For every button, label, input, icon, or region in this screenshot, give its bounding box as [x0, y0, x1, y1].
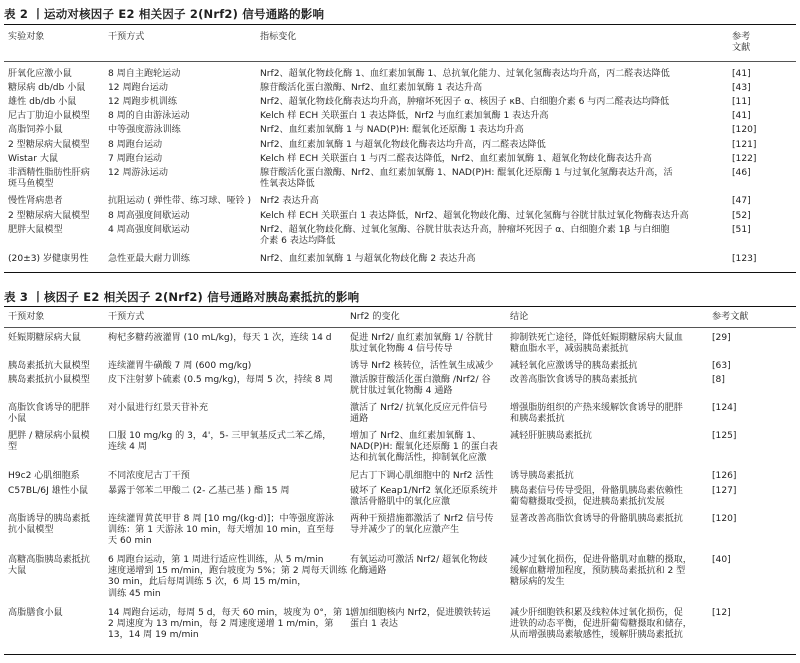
table2-cell-intervention: 急性亚最大耐力训练 [108, 254, 190, 264]
table3-cell-intervention: 连续灌胃黄芪甲苷 8 周 [10 mg/(kg·d)]；中等强度游泳 [108, 514, 335, 524]
table2-cell-intervention: 7 周跑台运动 [108, 154, 163, 164]
table3-cell-conclusion: 减少肝细胞铁积累及线粒体过氧化损伤，促 [510, 608, 683, 618]
table3-header-nrf2: Nrf2 的变化 [350, 312, 400, 322]
table3-cell-nrf2: 尼古丁下调心肌细胞中的 Nrf2 活性 [350, 471, 494, 481]
table3-cell-conclusion: 减少过氧化损伤，促进骨骼肌对血糖的摄取， [510, 555, 692, 565]
table2-cell-intervention: 4 周高强度间歇运动 [108, 225, 190, 235]
table3-cell-nrf2: 激活腺苷酸活化蛋白激酶 /Nrf2/ 谷 [350, 375, 491, 385]
table3-cell-nrf2: 诱导 Nrf2 核转位，活性氧生成减少 [350, 361, 494, 371]
table2-cell-indicator: Nrf2、血红素加氧酶 1 与 NAD(P)H: 醌氧化还原酶 1 表达均升高 [260, 125, 524, 135]
table2-cell-ref: [122] [732, 154, 757, 164]
table3-cell-intervention: 连续灌胃牛磺酸 7 周 (600 mg/kg) [108, 361, 252, 371]
table3-cell-conclusion: 进铁的动态平衡，促进肝葡萄糖摄取和储存， [510, 619, 692, 630]
table2-header-intervention: 干预方式 [108, 32, 145, 42]
table2-cell-ref: [11] [732, 97, 751, 107]
table2-top-rule [4, 24, 796, 25]
table2-cell-subject: 2 型糖尿病大鼠模型 [8, 211, 90, 221]
table2-cell-ref: [41] [732, 111, 751, 121]
table3-cell-ref: [40] [712, 555, 731, 565]
table3-cell-intervention: 6 周跑台运动，第 1 周进行适应性训练，从 5 m/min [108, 555, 324, 565]
table3-top-rule [4, 306, 796, 307]
table2-cell-indicator: Nrf2、超氧化物歧化酶表达均升高，肿瘤坏死因子 α、核因子 κB、白细胞介素 6 与丙二醛表达均降低 [260, 97, 670, 107]
table3-cell-intervention: 天 60 min [108, 536, 152, 547]
table3-header-ref: 参考文献 [712, 312, 749, 322]
table2-cell-subject: 高脂饲养小鼠 [8, 125, 63, 135]
table3-cell-intervention: 暴露于邻苯二甲酸二 (2- 乙基己基 ) 酯 15 周 [108, 486, 290, 496]
table2-cell-indicator: Nrf2、血红素加氧酶 1 与超氧化物歧化酶表达均升高，丙二醛表达降低 [260, 140, 546, 150]
table3-cell-nrf2: 增加了 Nrf2、血红素加氧酶 1、 [350, 431, 482, 441]
table2-cell-indicator: 腺苷酸活化蛋白激酶、Nrf2、血红素加氧酶 1、NAD(P)H: 醌氧化还原酶 1 与过氧化氢酶表达升高，活 [260, 168, 673, 178]
table3-cell-subject: H9c2 心肌细胞系 [8, 471, 80, 481]
table3-bottom-rule [4, 654, 796, 655]
table3-cell-ref: [126] [712, 471, 737, 481]
table3-cell-subject: 高脂膳食小鼠 [8, 608, 63, 618]
table3-cell-intervention: 不同浓度尼古丁干预 [108, 471, 190, 481]
table2-header-ref2: 文献 [732, 43, 751, 53]
table2-cell-indicator: Nrf2、血红素加氧酶 1 与超氧化物歧化酶 2 表达升高 [260, 254, 476, 264]
table3-cell-nrf2: 两种干预措施都激活了 Nrf2 信号传 [350, 514, 494, 524]
table3-cell-subject: 型 [8, 442, 18, 453]
table3-cell-ref: [127] [712, 486, 737, 496]
table2-cell-subject: 非酒精性脂肪性肝病 [8, 168, 90, 178]
table2-cell-subject: 慢性肾病患者 [8, 196, 63, 206]
table3-cell-nrf2: 通路 [350, 414, 369, 425]
table2-cell-ref: [46] [732, 168, 751, 178]
table3-cell-nrf2: 蛋白 1 表达 [350, 619, 398, 630]
table2-bottom-rule [4, 272, 796, 273]
table2-cell-ref: [52] [732, 211, 751, 221]
table3-cell-subject: 小鼠 [8, 414, 27, 425]
table3-cell-conclusion: 葡萄糖摄取受损，促进胰岛素抵抗发展 [510, 497, 665, 508]
table3-cell-nrf2: 化酶通路 [350, 566, 387, 577]
table3-cell-intervention: 枸杞多糖药液灌胃 (10 mL/kg)，每天 1 次，连续 14 d [108, 333, 332, 343]
table2-cell-indicator: Kelch 样 ECH 关联蛋白 1 与丙二醛表达降低，Nrf2、血红素加氧酶 1、超氧化物歧化酶表达升高 [260, 154, 652, 164]
table2-cell-intervention: 12 周跑台运动 [108, 83, 168, 93]
table3-cell-conclusion: 从而增强胰岛素敏感性，缓解肝胰岛素抵抗 [510, 630, 683, 641]
table3-cell-intervention: 30 min，此后每周训练 5 次，6 周 15 m/min， [108, 577, 307, 588]
table2-cell-indicator: Nrf2、超氧化物歧化酶、过氧化氢酶、谷胱甘肽表达升高，肿瘤坏死因子 α、白细胞介素 1β 与白细胞 [260, 225, 670, 235]
table3-cell-intervention: 连续 4 周 [108, 442, 147, 453]
table3-cell-subject: 胰岛素抵抗大鼠模型 [8, 361, 90, 371]
table2-cell-subject: 肥胖大鼠模型 [8, 225, 63, 235]
table2-cell-subject: 2 型糖尿病大鼠模型 [8, 140, 90, 150]
table3-cell-ref: [125] [712, 431, 737, 441]
table3-cell-nrf2: 激活了 Nrf2/ 抗氧化反应元件信号 [350, 403, 488, 413]
table2-cell-ref: [41] [732, 69, 751, 79]
table3-cell-nrf2: 破坏了 Keap1/Nrf2 氧化还原系统并 [350, 486, 498, 496]
table3-cell-conclusion: 改善高脂饮食诱导的胰岛素抵抗 [510, 375, 638, 385]
table3-cell-intervention: 训练：第 1 天游泳 10 min，每天增加 10 min，直至每 [108, 525, 335, 536]
table2-cell-subject: 糖尿病 db/db 小鼠 [8, 83, 86, 93]
table2-caption: 表 2 丨运动对核因子 E2 相关因子 2(Nrf2) 信号通路的影响 [4, 7, 325, 21]
table3-cell-nrf2: 有氧运动可激活 Nrf2/ 超氧化物歧 [350, 555, 488, 565]
table3-header-intervention: 干预方式 [108, 312, 145, 322]
table3-cell-subject: 高脂饮食诱导的肥胖 [8, 403, 90, 413]
table3-header-subject: 干预对象 [8, 312, 45, 322]
table2-cell-ref: [123] [732, 254, 757, 264]
table2-cell-intervention: 中等强度游泳训练 [108, 125, 181, 135]
table2-header-indicator: 指标变化 [260, 32, 297, 42]
table3-cell-conclusion: 缓解血糖增加程度，预防胰岛素抵抗和 2 型 [510, 566, 686, 577]
table2-cell-subject: Wistar 大鼠 [8, 154, 59, 164]
table3-cell-subject: C57BL/6J 雄性小鼠 [8, 486, 89, 496]
table2-cell-subject: 斑马鱼模型 [8, 179, 54, 190]
table2-cell-intervention: 抗阻运动 ( 弹性带、练习球、哑铃 ) [108, 196, 252, 206]
table2-cell-indicator: Nrf2、超氧化物歧化酶 1、血红素加氧酶 1、总抗氧化能力、过氧化氢酶表达均升高，丙二醛表达降低 [260, 69, 670, 79]
table2-cell-intervention: 8 周的自由游泳运动 [108, 111, 190, 121]
table2-cell-intervention: 12 周跑步机训练 [108, 97, 178, 107]
table2-cell-indicator: 介素 6 表达均降低 [260, 236, 336, 247]
table2-cell-subject: 肝氧化应激小鼠 [8, 69, 72, 79]
table3-cell-subject: 高脂诱导的胰岛素抵 [8, 514, 90, 524]
table3-cell-conclusion: 糖尿病的发生 [510, 577, 565, 588]
table2-header-rule [4, 61, 796, 62]
table3-cell-nrf2: 促进 Nrf2/ 血红素加氧酶 1/ 谷胱甘 [350, 333, 494, 343]
table3-cell-conclusion: 显著改善高脂饮食诱导的骨骼肌胰岛素抵抗 [510, 514, 683, 524]
table3-cell-ref: [120] [712, 514, 737, 524]
table2-cell-subject: 尼古丁肋迫小鼠模型 [8, 111, 90, 121]
table2-cell-indicator: Kelch 样 ECH 关联蛋白 1 表达降低，Nrf2 与血红素加氧酶 1 表达升高 [260, 111, 549, 121]
table2-cell-ref: [51] [732, 225, 751, 235]
table2-cell-ref: [47] [732, 196, 751, 206]
table2-cell-intervention: 8 周跑台运动 [108, 140, 163, 150]
table3-cell-intervention: 口服 10 mg/kg 的 3，4'，5- 三甲氧基反式二苯乙烯， [108, 431, 332, 441]
table3-cell-conclusion: 抑制铁死亡途径，降低妊娠期糖尿病大鼠血 [510, 333, 683, 343]
table3-cell-intervention: 14 周跑台运动，每周 5 d，每天 60 min，坡度为 0°，第 1， [108, 608, 360, 618]
table2-cell-intervention: 8 周高强度间歇运动 [108, 211, 190, 221]
table3-cell-subject: 肥胖 / 糖尿病小鼠模 [8, 431, 90, 441]
table3-cell-nrf2: 胱甘肽过氧化物酶 4 通路 [350, 386, 453, 397]
table3-cell-intervention: 2 周速度为 13 m/min，每 2 周速度递增 1 m/min，第 [108, 619, 334, 630]
table3-cell-conclusion: 减轻肝脏胰岛素抵抗 [510, 431, 592, 441]
table2-header-subject: 实验对象 [8, 32, 45, 42]
table2-cell-intervention: 8 周自主跑轮运动 [108, 69, 181, 79]
table3-cell-intervention: 对小鼠进行红景天苷补充 [108, 403, 209, 413]
table3-caption: 表 3 丨核因子 E2 相关因子 2(Nrf2) 信号通路对胰岛素抵抗的影响 [4, 290, 360, 304]
table2-cell-subject: 雄性 db/db 小鼠 [8, 97, 77, 107]
table3-cell-nrf2: 激活骨骼肌中的氧化应激 [350, 497, 451, 508]
table3-cell-nrf2: 肽过氧化物酶 4 信号传导 [350, 344, 453, 355]
table3-header-rule [4, 327, 796, 328]
table3-cell-ref: [8] [712, 375, 725, 385]
table3-cell-nrf2: NAD(P)H: 醌氧化还原酶 1 的蛋白表 [350, 442, 498, 453]
table3-cell-intervention: 13，14 周 19 m/min [108, 630, 199, 641]
table2-cell-indicator: 腺苷酸活化蛋白激酶、Nrf2、血红素加氧酶 1 表达升高 [260, 83, 483, 93]
table3-cell-conclusion: 增强脂肪组织的产热来缓解饮食诱导的肥胖 [510, 403, 683, 413]
table2-cell-ref: [43] [732, 83, 751, 93]
table3-cell-conclusion: 诱导胰岛素抵抗 [510, 471, 574, 481]
table2-cell-ref: [121] [732, 140, 757, 150]
table2-header-ref1: 参考 [732, 32, 751, 42]
table2-cell-indicator: Nrf2 表达升高 [260, 196, 319, 206]
table2-cell-ref: [120] [732, 125, 757, 135]
table3-cell-intervention: 速度递增到 15 m/min，跑台坡度为 5%；第 2 周每天训练 [108, 566, 347, 577]
table3-cell-ref: [124] [712, 403, 737, 413]
table2-cell-intervention: 12 周游泳运动 [108, 168, 168, 178]
table3-cell-subject: 妊娠期糖尿病大鼠 [8, 333, 81, 343]
table3-cell-ref: [12] [712, 608, 731, 618]
table3-cell-ref: [29] [712, 333, 731, 343]
table3-header-conclusion: 结论 [510, 312, 529, 322]
table3-cell-subject: 抗小鼠模型 [8, 525, 54, 536]
table3-cell-nrf2: 导并减少了的氧化应激产生 [350, 525, 460, 536]
table2-cell-subject: (20±3) 岁健康男性 [8, 254, 89, 264]
table3-cell-intervention: 皮下注射萝卜硫素 (0.5 mg/kg)，每周 5 次，持续 8 周 [108, 375, 333, 385]
table3-cell-conclusion: 减轻氧化应激诱导的胰岛素抵抗 [510, 361, 638, 371]
table3-cell-ref: [63] [712, 361, 731, 371]
table3-cell-nrf2: 增加细胞核内 Nrf2，促进膜铁转运 [350, 608, 491, 618]
table2-cell-indicator: 性氧表达降低 [260, 179, 315, 190]
table3-cell-subject: 胰岛素抵抗小鼠模型 [8, 375, 90, 385]
table2-cell-indicator: Kelch 样 ECH 关联蛋白 1 表达降低，Nrf2、超氧化物歧化酶、过氧化氢酶与谷胱甘肽过氧化物酶表达升高 [260, 211, 689, 221]
table3-cell-conclusion: 胰岛素信号传导受阻，骨骼肌胰岛素依赖性 [510, 486, 683, 496]
table3-cell-intervention: 训练 45 min [108, 588, 161, 599]
table3-cell-conclusion: 糖血脂水平，减弱胰岛素抵抗 [510, 344, 629, 355]
table3-cell-conclusion: 和胰岛素抵抗 [510, 414, 565, 425]
table3-cell-subject: 大鼠 [8, 566, 27, 577]
table3-cell-subject: 高糖高脂胰岛素抵抗 [8, 555, 90, 565]
table3-cell-nrf2: 达和抗氧化酶活性，抑制氧化应激 [350, 453, 487, 464]
